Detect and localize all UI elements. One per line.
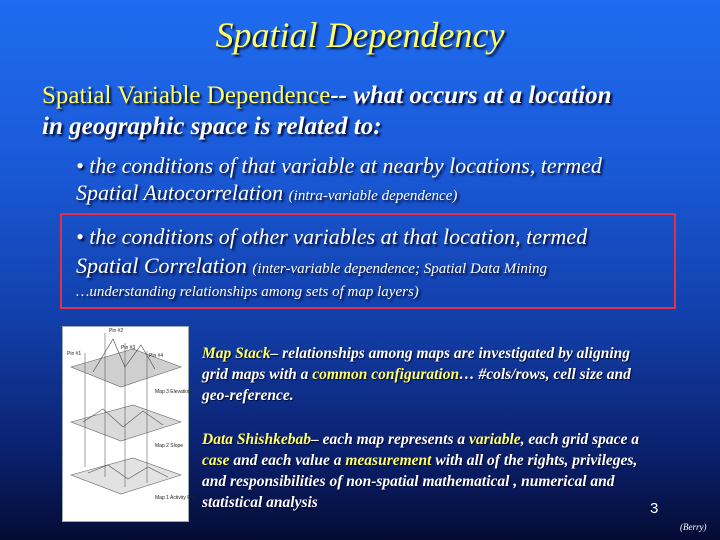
heading-line-2: in geographic space is related to: <box>42 113 382 140</box>
fig-label-pin4: Pin #4 <box>149 353 164 359</box>
shishkebab-text-2: , each grid space a <box>520 431 640 448</box>
bullet-1-term: Spatial Autocorrelation <box>76 180 284 205</box>
bullet-2-term-line <box>76 253 547 279</box>
map-stack-term: Map Stack <box>202 345 271 362</box>
fig-label-pin2: Pin #2 <box>109 328 124 334</box>
shishkebab-term: Data Shishkebab <box>202 431 311 448</box>
bullet-1-text: • the conditions of that variable at nearby locations, termed <box>76 153 602 178</box>
map-stack-figure <box>62 326 195 522</box>
fig-label-pin1: Pin #1 <box>67 351 82 357</box>
shishkebab-text-1: – each map represents a <box>310 431 469 448</box>
heading-rest: -- what occurs at a location <box>330 82 612 109</box>
shishkebab-measurement: measurement <box>345 452 432 469</box>
bullet-2-text: • the conditions of other variables at that location, termed <box>76 224 588 249</box>
fig-label-map3: Map 3 Elevation <box>155 389 191 395</box>
shishkebab-case: case <box>202 452 230 469</box>
shishkebab-text-3: and each value a <box>229 452 346 469</box>
map-stack-text-2: … #cols/rows, cell size and geo-reference. <box>202 366 631 404</box>
shishkebab-text-4: with all of the rights, privileges, and responsibilities of non-spatial mathematical , numerical and statistical analysis <box>202 452 638 511</box>
fig-label-map1: Map 1 Activity Pts <box>155 495 195 501</box>
credit: (Berry) <box>680 522 707 532</box>
shishkebab-variable: variable <box>468 431 521 448</box>
bullet-2-note: (inter-variable dependence; Spatial Data Mining <box>252 261 548 277</box>
map-stack-paragraph <box>202 343 647 406</box>
fig-label-map2: Map 2 Slope <box>155 443 184 449</box>
map-stack-illustration <box>63 327 195 521</box>
map-stack-highlight: common configuration <box>312 366 460 383</box>
page-number: 3 <box>650 500 659 517</box>
map-stack-text-1: – relationships among maps are investigated by aligning grid maps with a <box>202 345 631 383</box>
bullet-2-line3: …understanding relationships among sets of map layers) <box>76 284 419 300</box>
bullet-2-term: Spatial Correlation <box>76 253 247 278</box>
fig-label-pin3: Pin #3 <box>121 345 136 351</box>
heading-lead: Spatial Variable Dependence <box>42 82 331 109</box>
bullet-1-note: (intra-variable dependence) <box>288 188 458 204</box>
bullet-1-term-line <box>76 180 457 206</box>
data-shishkebab-paragraph <box>202 429 647 513</box>
slide-title: Spatial Dependency <box>215 15 505 55</box>
heading-line-1 <box>42 82 612 110</box>
